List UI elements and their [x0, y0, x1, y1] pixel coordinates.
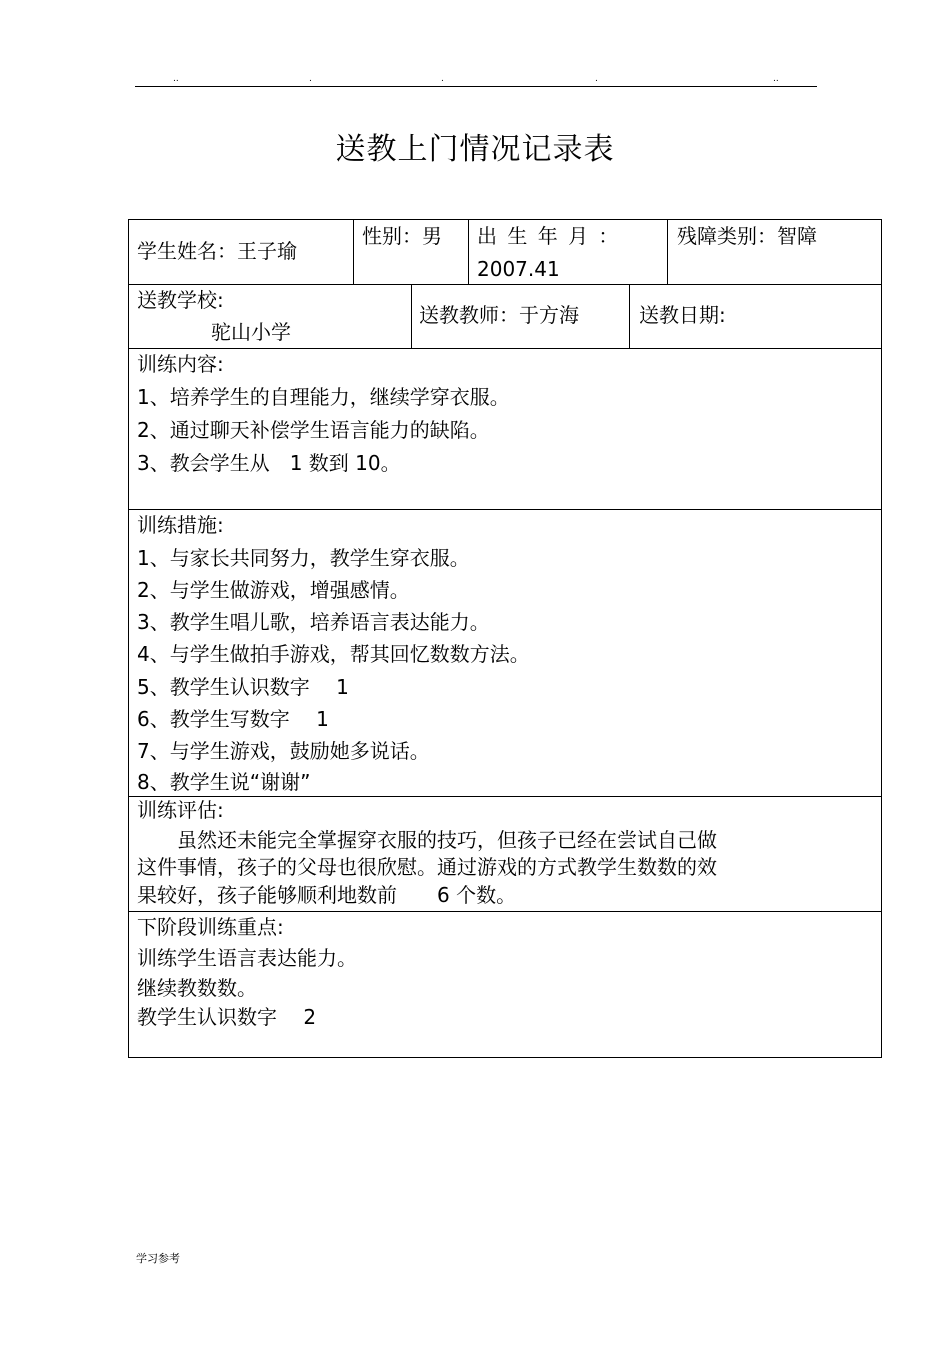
evaluation-section — [128, 796, 882, 912]
measures-item: 4、与学生做拍手游戏，帮其回忆数数方法。 — [137, 642, 530, 666]
next-phase-section — [128, 911, 882, 1058]
student-name: 学生姓名：王子瑜 — [137, 239, 297, 263]
header-dot: . — [309, 74, 312, 84]
evaluation-line: 虽然还未能完全掌握穿衣服的技巧，但孩子已经在尝试自己做 — [137, 828, 717, 852]
school-cell — [128, 284, 412, 349]
measures-item: 7、与学生游戏，鼓励她多说话。 — [137, 739, 430, 763]
measures-section — [128, 509, 882, 797]
student-name-cell — [128, 219, 354, 285]
content-item: 2、通过聊天补偿学生语言能力的缺陷。 — [137, 418, 490, 442]
disability-cell — [667, 219, 882, 285]
measures-item: 2、与学生做游戏，增强感情。 — [137, 578, 410, 602]
birth-cell — [468, 219, 668, 285]
running-header — [135, 72, 817, 87]
birth-value: 2007.41 — [477, 257, 560, 281]
next-phase-item: 教学生认识数字 2 — [137, 1005, 317, 1029]
measures-item: 3、教学生唱儿歌，培养语言表达能力。 — [137, 610, 490, 634]
disability: 残障类别：智障 — [677, 224, 817, 248]
measures-item: 6、教学生写数字 1 — [137, 707, 329, 731]
content-heading: 训练内容: — [137, 352, 224, 376]
measures-item: 5、教学生认识数字 1 — [137, 675, 349, 699]
next-phase-item: 训练学生语言表达能力。 — [137, 946, 357, 970]
measures-item: 1、与家长共同努力，教学生穿衣服。 — [137, 546, 470, 570]
evaluation-heading: 训练评估: — [137, 798, 224, 822]
header-dot: . — [441, 74, 444, 84]
teacher-cell — [411, 284, 630, 349]
measures-heading: 训练措施: — [137, 513, 224, 537]
measures-item: 8、教学生说“谢谢” — [137, 770, 311, 794]
content-item: 1、培养学生的自理能力，继续学穿衣服。 — [137, 385, 510, 409]
date-label: 送教日期: — [639, 303, 726, 327]
header-dot: .. — [173, 74, 179, 84]
teacher: 送教教师：于方海 — [419, 303, 579, 327]
header-dot: .. — [773, 74, 779, 84]
page-footer: 学习参考 — [136, 1252, 180, 1265]
next-phase-heading: 下阶段训练重点: — [137, 915, 284, 939]
next-phase-item: 继续教数数。 — [137, 976, 257, 1000]
evaluation-line: 果较好，孩子能够顺利地数前 6 个数。 — [137, 883, 517, 907]
school-label: 送教学校: — [137, 288, 224, 312]
gender: 性别：男 — [362, 224, 442, 248]
school-value: 驼山小学 — [211, 320, 291, 344]
header-dot: . — [595, 74, 598, 84]
content-section — [128, 348, 882, 510]
gender-cell — [353, 219, 469, 285]
evaluation-line: 这件事情，孩子的父母也很欣慰。通过游戏的方式教学生数数的效 — [137, 855, 717, 879]
content-item: 3、教会学生从 1 数到 10。 — [137, 451, 401, 475]
birth-label: 出 生 年 月 ： — [477, 224, 621, 248]
date-cell — [629, 284, 882, 349]
page-title: 送教上门情况记录表 — [335, 132, 615, 167]
